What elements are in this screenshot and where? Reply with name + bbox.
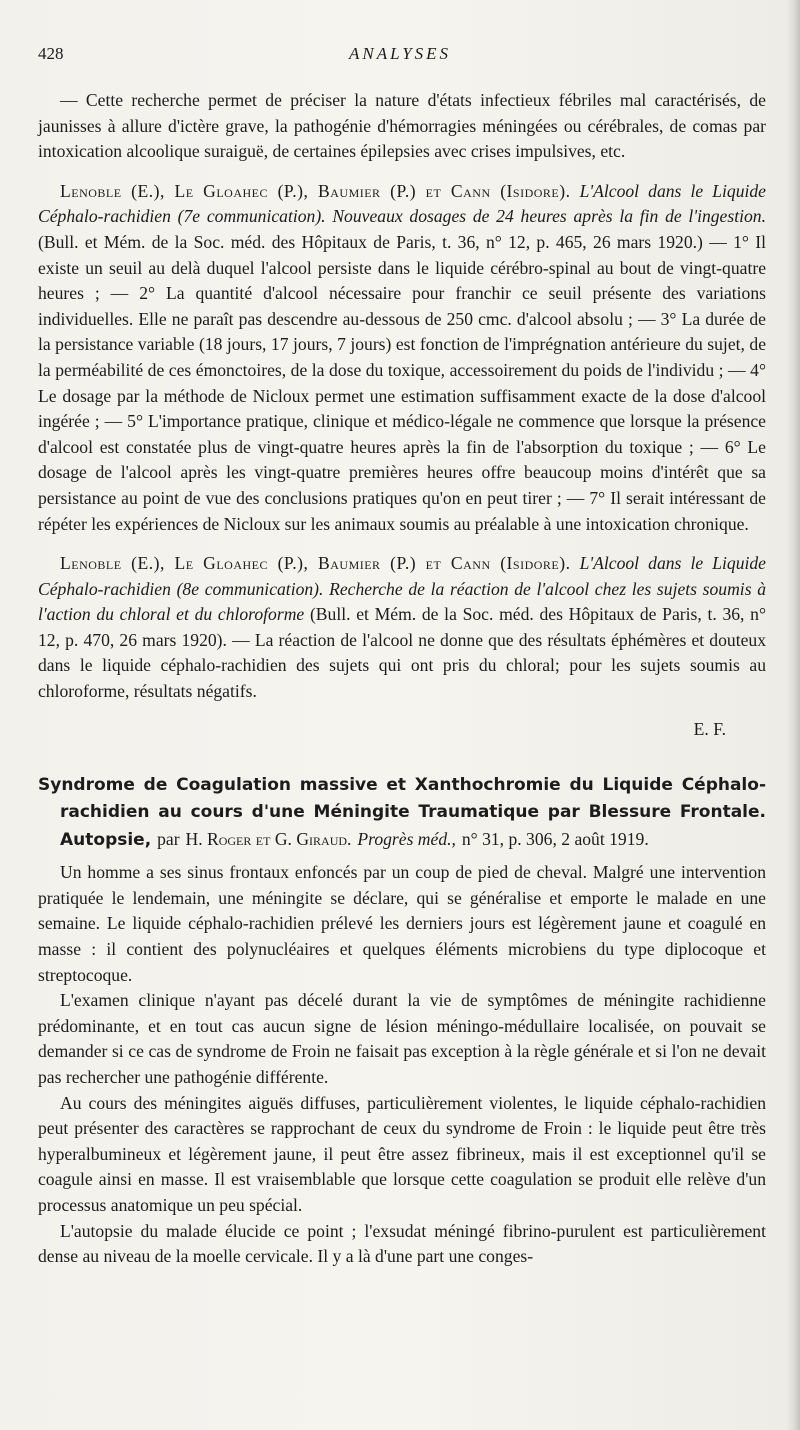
reference-1-authors: Lenoble (E.), Le Gloahec (P.), Baumier (P.) et Cann (Isidore). [60,180,571,201]
article-paragraph: Un homme a ses sinus frontaux enfoncés par un coup de pied de cheval. Malgré une intervention pratiquée le lendemain, une méningite se déclare, qui se généralise et emporte le malade en une semaine. Le liquide céphalo-rachidien prélevé les derniers jours est légèrement jaune et coagulé en masse : il contient des polynucléaires et quelques éléments microbiens du type diplocoque et streptocoque. [38,862,766,985]
reference-1-body: — 1° Il existe un seuil au delà duquel l'alcool persiste dans le liquide cérébro-spinal au bout de vingt-quatre heures ; — 2° La quantité d'alcool nécessaire pour franchir ce seuil présente des variations individuelles. Elle ne paraît pas descendre au-dessous de 250 cmc. d'alcool absolu ; — 3° La durée de la persistance variable (18 jours, 17 jours, 7 jours) est fonction de l'imprégnation antérieure du sujet, de la perméabilité de ces émonctoires, de la dose du toxique, accessoirement du poids de l'individu ; — 4° Le dosage par la méthode de Nicloux permet une estimation suffisamment exacte de la dose d'alcool ingérée ; — 5° L'importance pratique, clinique et médico-légale ne commence que lorsque la présence d'alcool est constatée plus de vingt-quatre heures après la fin de l'absorption du toxique ; — 6° Le dosage de l'alcool après les vingt-quatre premières heures offre beaucoup moins d'intérêt que sa persistance au point de vue des conclusions pratiques qu'on en peut tirer ; — 7° Il serait intéressant de répéter les expériences de Nicloux sur les animaux soumis au préalable à une intoxication chronique. [38,231,766,534]
reference-2-title: L'Alcool dans le Liquide Céphalo-rachidien (8e communication). Recherche de la réaction de l'alcool chez les sujets soumis à l'action du chloral et du chloroforme [38,553,766,625]
page-edge-shadow [786,0,800,1430]
article-heading-authors: H. Roger et G. Giraud. [185,829,352,850]
reference-1 [38,179,766,537]
reference-1-title: L'Alcool dans le Liquide Céphalo-rachidien (7e communication). Nouveaux dosages de 24 heures après la fin de l'ingestion. [38,180,766,227]
article-heading [38,772,766,854]
page-content [38,88,766,1270]
article-paragraph: Au cours des méningites aiguës diffuses, particulièrement violentes, le liquide céphalo-rachidien peut présenter des caractères se rapprochant de ceux du syndrome de Froin : le liquide peut être très hyperalbumineux et légèrement jaune, il peut être assez fibrineux, mais il est exceptionnel qu'il se coagule ainsi en masse. Il est vraisemblable que lorsque cette coagulation se produit elle relève d'un processus anatomique un peu spécial. [38,1092,766,1215]
article-heading-citation: n° 31, p. 306, 2 août 1919. [461,829,649,850]
article-paragraph: L'autopsie du malade élucide ce point ; l'exsudat méningé fibrino-purulent est particulièrement dense au niveau de la moelle cervicale. Il y a là d'une part une conges- [38,1220,766,1267]
running-title: ANALYSES [348,44,452,63]
reviewer-signature: E. F. [693,718,726,739]
article-heading-journal: Progrès méd., [357,829,456,850]
reference-2 [38,551,766,705]
reference-2-body: — La réaction de l'alcool ne donne que des résultats éphémères et douteux dans le liquide céphalo-rachidien des sujets qui ont pris du chloral; pour les sujets soumis au chloroforme, résultats négatifs. [38,629,766,702]
reference-1-source: (Bull. et Mém. de la Soc. méd. des Hôpitaux de Paris, t. 36, n° 12, p. 465, 26 mars 1920.) [38,231,703,252]
intro-paragraph: — Cette recherche permet de préciser la nature d'états infectieux fébriles mal caractérisés, de jaunisses à allure d'ictère grave, la pathogénie d'hémorragies méningées ou cérébrales, de comas par intoxication alcoolique suraiguë, de certaines épilepsies avec crises impulsives, etc. [38,90,766,162]
article-heading-title: Syndrome de Coagulation massive et Xanthochromie du Liquide Céphalo-rachidien au cours d'une Méningite Traumatique par Blessure Frontale. Autopsie, [38,775,766,851]
page-number: 428 [38,44,64,63]
article-heading-by: par [157,829,180,850]
reference-2-source: (Bull. et Mém. de la Soc. méd. des Hôpitaux de Paris, t. 36, n° 12, p. 470, 26 mars 1920). [38,604,766,650]
reference-2-authors: Lenoble (E.), Le Gloahec (P.), Baumier (P.) et Cann (Isidore). [60,553,571,574]
article-paragraph: L'examen clinique n'ayant pas décelé durant la vie de symptômes de méningite rachidienne prédominante, et en tout cas aucun signe de lésion méningo-médullaire localisée, on pouvait se demander si ce cas de syndrome de Froin ne faisait pas exception à la règle générale et si l'on ne devait pas rechercher une pathogénie différente. [38,990,766,1087]
article-body [38,860,766,1270]
running-head [38,44,762,68]
